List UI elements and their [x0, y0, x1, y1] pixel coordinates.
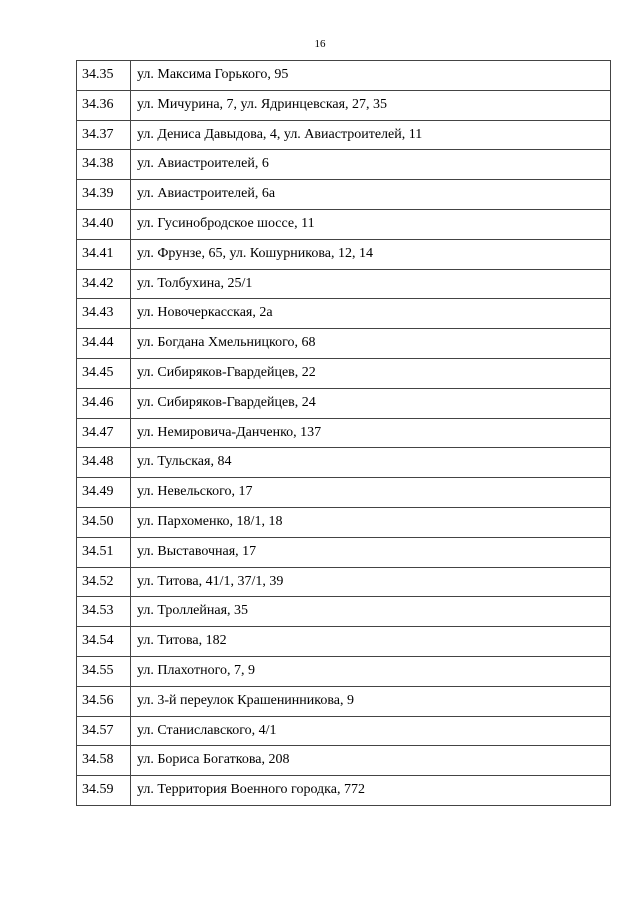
- row-number-cell: 34.37: [77, 120, 131, 150]
- row-number-cell: 34.38: [77, 150, 131, 180]
- table-row: [77, 448, 611, 478]
- table-row: [77, 537, 611, 567]
- table-row: [77, 746, 611, 776]
- table-row: [77, 627, 611, 657]
- table-row: [77, 478, 611, 508]
- address-cell: ул. Титова, 41/1, 37/1, 39: [131, 567, 611, 597]
- address-cell: ул. Троллейная, 35: [131, 597, 611, 627]
- address-cell: ул. Пархоменко, 18/1, 18: [131, 507, 611, 537]
- row-number-cell: 34.43: [77, 299, 131, 329]
- address-cell: ул. Невельского, 17: [131, 478, 611, 508]
- address-cell: ул. Гусинобродское шоссе, 11: [131, 209, 611, 239]
- row-number-cell: 34.51: [77, 537, 131, 567]
- row-number-cell: 34.47: [77, 418, 131, 448]
- row-number-cell: 34.41: [77, 239, 131, 269]
- row-number-cell: 34.36: [77, 90, 131, 120]
- table-row: [77, 418, 611, 448]
- table-row: [77, 329, 611, 359]
- address-cell: ул. Тульская, 84: [131, 448, 611, 478]
- row-number-cell: 34.55: [77, 656, 131, 686]
- address-table: [76, 60, 611, 806]
- address-cell: ул. Фрунзе, 65, ул. Кошурникова, 12, 14: [131, 239, 611, 269]
- table-row: [77, 388, 611, 418]
- table-row: [77, 150, 611, 180]
- address-cell: ул. Станиславского, 4/1: [131, 716, 611, 746]
- row-number-cell: 34.35: [77, 61, 131, 91]
- row-number-cell: 34.50: [77, 507, 131, 537]
- address-cell: ул. Максима Горького, 95: [131, 61, 611, 91]
- row-number-cell: 34.46: [77, 388, 131, 418]
- table-row: [77, 656, 611, 686]
- row-number-cell: 34.57: [77, 716, 131, 746]
- address-cell: ул. Авиастроителей, 6: [131, 150, 611, 180]
- row-number-cell: 34.42: [77, 269, 131, 299]
- address-cell: ул. Дениса Давыдова, 4, ул. Авиастроителей, 11: [131, 120, 611, 150]
- address-cell: ул. Толбухина, 25/1: [131, 269, 611, 299]
- table-row: [77, 239, 611, 269]
- row-number-cell: 34.40: [77, 209, 131, 239]
- row-number-cell: 34.49: [77, 478, 131, 508]
- row-number-cell: 34.59: [77, 776, 131, 806]
- table-row: [77, 716, 611, 746]
- table-row: [77, 209, 611, 239]
- row-number-cell: 34.48: [77, 448, 131, 478]
- address-cell: ул. Авиастроителей, 6а: [131, 180, 611, 210]
- table-row: [77, 180, 611, 210]
- row-number-cell: 34.54: [77, 627, 131, 657]
- address-cell: ул. Немировича-Данченко, 137: [131, 418, 611, 448]
- address-cell: ул. Титова, 182: [131, 627, 611, 657]
- address-cell: ул. Бориса Богаткова, 208: [131, 746, 611, 776]
- address-cell: ул. Территория Военного городка, 772: [131, 776, 611, 806]
- row-number-cell: 34.45: [77, 358, 131, 388]
- table-row: [77, 686, 611, 716]
- page-number: 16: [314, 38, 326, 50]
- address-cell: ул. Выставочная, 17: [131, 537, 611, 567]
- address-cell: ул. Сибиряков-Гвардейцев, 24: [131, 388, 611, 418]
- row-number-cell: 34.39: [77, 180, 131, 210]
- table-row: [77, 358, 611, 388]
- table-row: [77, 61, 611, 91]
- table-row: [77, 567, 611, 597]
- address-cell: ул. Плахотного, 7, 9: [131, 656, 611, 686]
- address-table-body: [77, 61, 611, 806]
- row-number-cell: 34.58: [77, 746, 131, 776]
- table-row: [77, 507, 611, 537]
- row-number-cell: 34.44: [77, 329, 131, 359]
- table-row: [77, 776, 611, 806]
- table-row: [77, 597, 611, 627]
- table-row: [77, 90, 611, 120]
- address-cell: ул. Новочеркасская, 2а: [131, 299, 611, 329]
- table-row: [77, 120, 611, 150]
- row-number-cell: 34.56: [77, 686, 131, 716]
- table-row: [77, 269, 611, 299]
- address-cell: ул. Сибиряков-Гвардейцев, 22: [131, 358, 611, 388]
- address-cell: ул. Богдана Хмельницкого, 68: [131, 329, 611, 359]
- row-number-cell: 34.53: [77, 597, 131, 627]
- address-cell: ул. 3-й переулок Крашенинникова, 9: [131, 686, 611, 716]
- row-number-cell: 34.52: [77, 567, 131, 597]
- address-cell: ул. Мичурина, 7, ул. Ядринцевская, 27, 35: [131, 90, 611, 120]
- table-row: [77, 299, 611, 329]
